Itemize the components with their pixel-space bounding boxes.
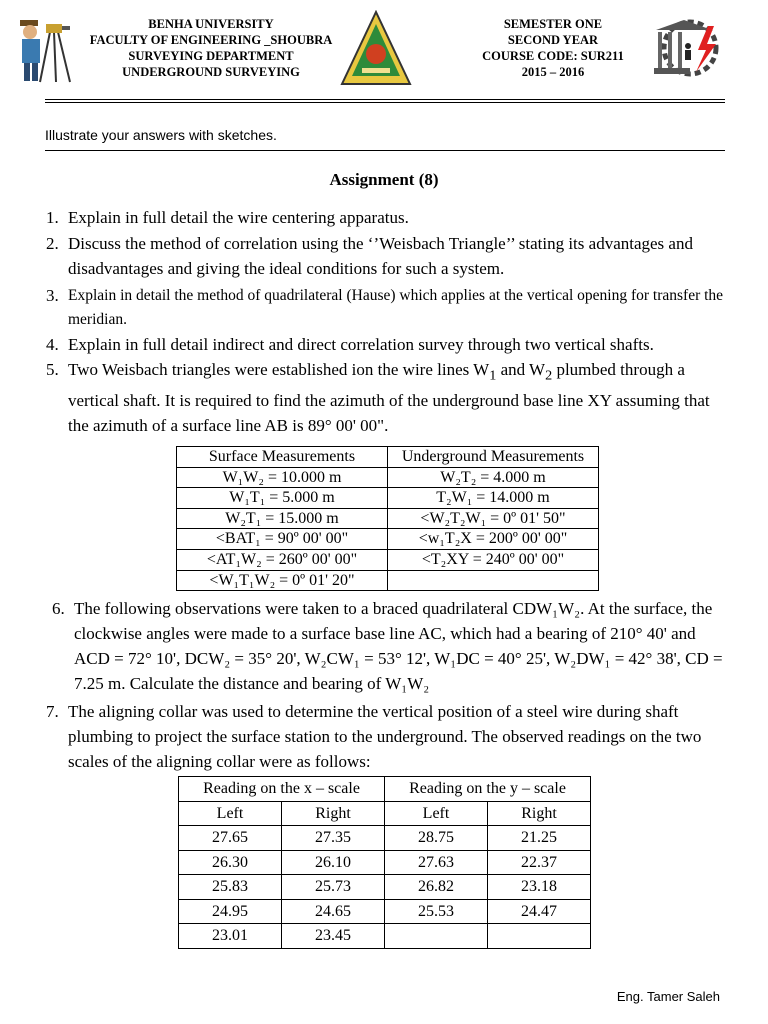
question-4	[46, 332, 726, 357]
column-header: Surface Measurements	[177, 447, 388, 468]
question-text: Explain in full detail indirect and direct correlation survey through two vertical shafts.	[68, 335, 654, 354]
table-cell	[388, 570, 599, 591]
table-row	[177, 549, 599, 570]
question-text: Discuss the method of correlation using the ‘’Weisbach Triangle’’ stating its advantages and disadvantages and giving the ideal conditions for such a system.	[68, 234, 693, 278]
instruction-text: Illustrate your answers with sketches.	[45, 127, 277, 143]
table-cell: <W₁T₁W₂ = 0º 01' 20"	[177, 570, 388, 591]
question-text: The aligning collar was used to determine the vertical position of a steel wire during shaft plumbing to project the surface station to the underground. The observed readings on the two scales of the aligning collar were as follows:	[68, 702, 702, 771]
table-cell: W₁T₁ = 5.000 m	[177, 488, 388, 509]
header-divider-bottom	[45, 102, 725, 103]
table-cell: 26.30	[179, 850, 282, 875]
header-course-code: COURSE CODE: SUR211	[482, 49, 624, 63]
question-number: 3.	[46, 286, 59, 305]
table-cell: 22.37	[488, 850, 591, 875]
table-cell: T₂W₁ = 14.000 m	[388, 488, 599, 509]
table-row	[177, 508, 599, 529]
question-3	[46, 284, 726, 332]
question-number: 1.	[46, 208, 59, 227]
header-year: SECOND YEAR	[507, 33, 599, 47]
column-header: Underground Measurements	[388, 447, 599, 468]
table-cell: 24.47	[488, 899, 591, 924]
measurements-table	[176, 446, 599, 591]
table-cell: 25.73	[282, 875, 385, 900]
column-header: Left	[385, 801, 488, 826]
question-number: 7.	[46, 702, 59, 721]
question-5	[46, 357, 726, 438]
column-header: Right	[488, 801, 591, 826]
question-1	[46, 205, 726, 230]
question-2	[46, 231, 726, 281]
table-row	[179, 875, 591, 900]
header-department: SURVEYING DEPARTMENT	[128, 49, 294, 63]
header-academic-year: 2015 – 2016	[521, 65, 585, 79]
table-row	[179, 899, 591, 924]
question-text: Explain in detail the method of quadrilateral (Hause) which applies at the vertical opening for transfer the meridian.	[68, 287, 724, 328]
table-subheader-row	[179, 801, 591, 826]
question-text: Explain in full detail the wire centering apparatus.	[68, 208, 409, 227]
question-number: 6.	[52, 599, 65, 618]
table-row	[177, 488, 599, 509]
table-cell: 24.95	[179, 899, 282, 924]
table-cell: <AT₁W₂ = 260º 00' 00"	[177, 549, 388, 570]
table-cell: 21.25	[488, 826, 591, 851]
table-row	[179, 850, 591, 875]
table-row	[177, 529, 599, 550]
question-number: 4.	[46, 335, 59, 354]
header-course-name: UNDERGROUND SURVEYING	[122, 65, 300, 79]
university-seal-logo	[340, 10, 412, 88]
group-header: Reading on the x – scale	[179, 777, 385, 802]
table-header-row	[177, 447, 599, 468]
table-cell: 25.53	[385, 899, 488, 924]
header-divider-top	[45, 99, 725, 100]
table-cell: <w₁T₂X = 200º 00' 00"	[388, 529, 599, 550]
table-cell	[385, 924, 488, 949]
author-footer: Eng. Tamer Saleh	[616, 989, 720, 1004]
header-semester: SEMESTER ONE	[503, 17, 603, 31]
table-cell: 27.35	[282, 826, 385, 851]
instruction-divider	[45, 150, 725, 151]
table-cell: 27.65	[179, 826, 282, 851]
table-row	[179, 924, 591, 949]
table-row	[179, 826, 591, 851]
table-cell: 23.01	[179, 924, 282, 949]
question-number: 2.	[46, 234, 59, 253]
header-left	[76, 16, 346, 80]
table-cell: 26.10	[282, 850, 385, 875]
table-cell: <W₂T₂W₁ = 0º 01' 50"	[388, 508, 599, 529]
column-header: Right	[282, 801, 385, 826]
header-right	[458, 16, 648, 80]
collar-readings-table	[178, 776, 591, 949]
question-7	[46, 699, 726, 774]
table-cell: 27.63	[385, 850, 488, 875]
table-cell: W₂T₁ = 15.000 m	[177, 508, 388, 529]
question-6	[52, 596, 728, 696]
table-header-row	[179, 777, 591, 802]
table-cell: 23.18	[488, 875, 591, 900]
assignment-title: Assignment (8)	[329, 170, 439, 189]
table-cell: <BAT₁ = 90º 00' 00"	[177, 529, 388, 550]
engineering-faculty-logo	[650, 16, 720, 78]
question-text: The following observations were taken to a braced quadrilateral CDW₁W₂. At the surface, the clockwise angles were made to a surface base line AC, which had a bearing of 210° 40' and ACD = 72° 10', DCW₂ = 35° 20', W₂CW₁ = 53° 12', W₁DC = 40° 25', W₂DW₁ = 42° 38', CD = 7.25 m. Calculate the distance and bearing of W₁W₂	[74, 599, 723, 693]
table-row	[177, 570, 599, 591]
header-university: BENHA UNIVERSITY	[148, 17, 274, 31]
question-text: Two Weisbach triangles were established ion the wire lines $W_1$ and $W_2$ plumbed through a vertical shaft. It is required to find the azimuth of the underground base line XY assuming that the azimuth of a surface line AB is 89° 00' 00".	[68, 360, 710, 436]
column-header: Left	[179, 801, 282, 826]
question-number: 5.	[46, 360, 59, 379]
table-cell: 26.82	[385, 875, 488, 900]
table-cell: W₁W₂ = 10.000 m	[177, 467, 388, 488]
table-cell: <T₂XY = 240º 00' 00"	[388, 549, 599, 570]
table-cell: 25.83	[179, 875, 282, 900]
table-cell: W₂T₂ = 4.000 m	[388, 467, 599, 488]
table-row	[177, 467, 599, 488]
header-faculty: FACULTY OF ENGINEERING _SHOUBRA	[89, 33, 333, 47]
table-cell	[488, 924, 591, 949]
table-cell: 28.75	[385, 826, 488, 851]
surveyor-logo	[10, 12, 76, 86]
table-cell: 23.45	[282, 924, 385, 949]
group-header: Reading on the y – scale	[385, 777, 591, 802]
table-cell: 24.65	[282, 899, 385, 924]
